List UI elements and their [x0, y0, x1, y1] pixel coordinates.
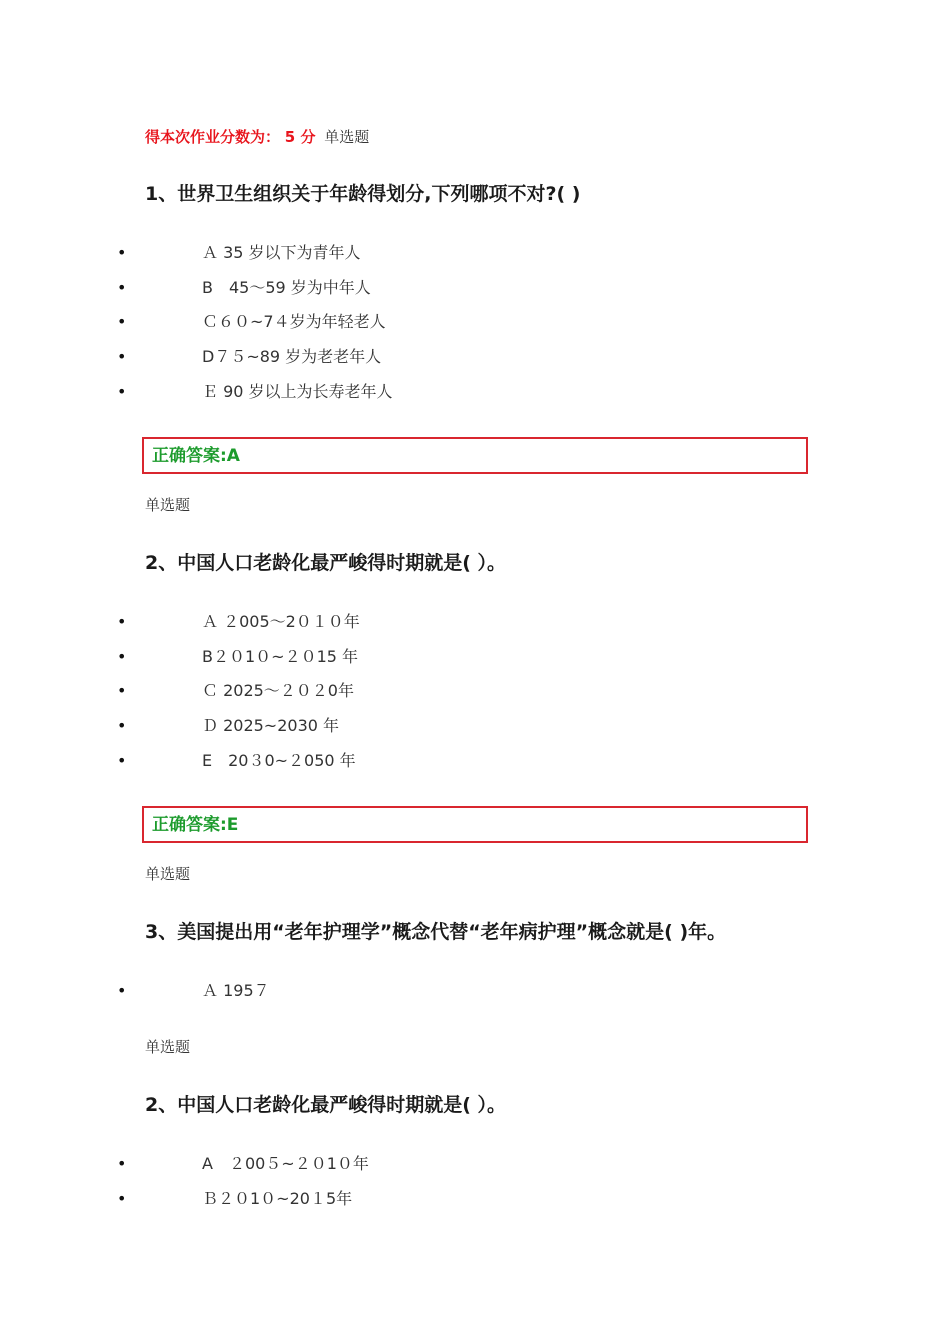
question-type-label: 单选题 — [324, 128, 370, 146]
bullet-icon: • — [117, 277, 127, 297]
bullet-icon: • — [117, 1154, 127, 1173]
bullet-icon: • — [117, 312, 127, 332]
question-type-label: 单选题 — [145, 496, 191, 514]
bullet-icon: • — [117, 347, 127, 367]
option-text: Ｃ６０~7４岁为年轻老人 — [202, 312, 386, 332]
bullet-icon: • — [117, 243, 127, 262]
bullet-icon: • — [117, 1188, 127, 1208]
correct-answer: 正确答案:A — [152, 446, 240, 466]
correct-answer: 正确答案:E — [152, 815, 239, 835]
option-text: Ａ ２005～2０１０年 — [202, 612, 360, 631]
question-title: 2、中国人口老龄化最严峻得时期就是( ）。 — [145, 1094, 507, 1116]
question-type-label: 单选题 — [145, 1038, 191, 1056]
option-text: A ２00５~２０1０年 — [202, 1154, 369, 1173]
bullet-icon: • — [117, 981, 127, 1000]
option-text: Ｂ２０1０~20１5年 — [202, 1188, 353, 1208]
option-text: E 20３0~２050 年 — [202, 750, 356, 770]
option-text: B２０1０~２０15 年 — [202, 646, 359, 666]
bullet-icon: • — [117, 646, 127, 666]
bullet-icon: • — [117, 750, 127, 770]
option-text: Ａ 195７ — [202, 981, 270, 1000]
bullet-icon: • — [117, 381, 127, 401]
question-type-label: 单选题 — [145, 865, 191, 883]
option-text: Ｅ 90 岁以上为长寿老年人 — [202, 381, 393, 401]
score-label: 得本次作业分数为： — [145, 128, 281, 146]
question-title: 2、中国人口老龄化最严峻得时期就是( ）。 — [145, 552, 507, 574]
option-text: Ｄ 2025~2030 年 — [202, 716, 340, 736]
option-text: Ａ 35 岁以下为青年人 — [202, 243, 361, 262]
bullet-icon: • — [117, 681, 127, 701]
question-title: 1、世界卫生组织关于年龄得划分,下列哪项不对?( ) — [145, 183, 581, 205]
score-value: 5 分 — [284, 128, 316, 146]
bullet-icon: • — [117, 716, 127, 736]
question-title: 3、美国提出用“老年护理学”概念代替“老年病护理”概念就是( )年。 — [145, 921, 727, 943]
score-line — [145, 126, 369, 148]
answer-box — [142, 437, 808, 474]
bullet-icon: • — [117, 612, 127, 631]
answer-box — [142, 806, 808, 843]
option-text: B 45～59 岁为中年人 — [202, 277, 371, 297]
option-text: D７５~89 岁为老老年人 — [202, 347, 382, 367]
option-text: Ｃ 2025～２０２0年 — [202, 681, 354, 701]
